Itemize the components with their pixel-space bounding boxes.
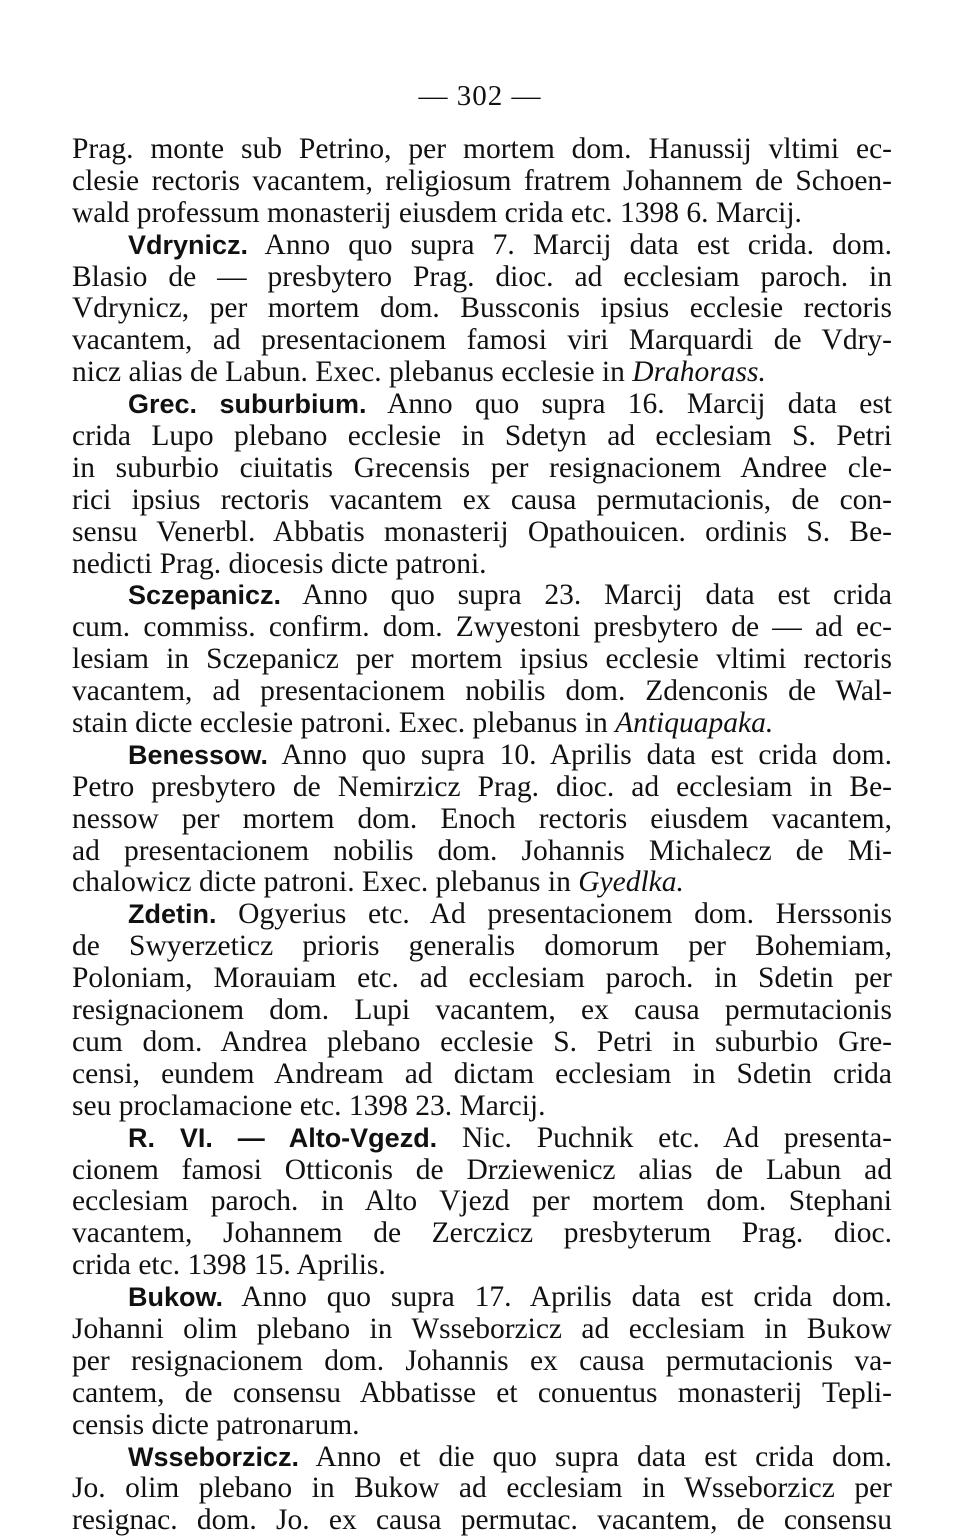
text-line bbox=[72, 1473, 892, 1505]
text-line bbox=[72, 708, 892, 740]
line-text: crida etc. 1398 15. Aprilis. bbox=[72, 1249, 386, 1282]
line-text: vacantem, Johannem de Zerczicz presbyterum Prag. dioc. bbox=[72, 1217, 892, 1250]
text-line bbox=[72, 230, 892, 262]
text-line bbox=[72, 1250, 892, 1282]
line-text: rici ipsius rectoris vacantem ex causa permutacionis, de con- bbox=[72, 483, 892, 516]
text-line bbox=[72, 612, 892, 644]
text-line bbox=[72, 1155, 892, 1187]
text-line bbox=[72, 262, 892, 294]
line-text: vacantem, ad presentacionem nobilis dom. Zdenconis de Wal- bbox=[72, 675, 892, 708]
text-line bbox=[72, 1282, 892, 1314]
text-line bbox=[72, 453, 892, 485]
text-line bbox=[72, 867, 892, 899]
line-text: nessow per mortem dom. Enoch rectoris eiusdem vacantem, bbox=[72, 802, 892, 835]
line-text: Prag. monte sub Petrino, per mortem dom. Hanussij vltimi ec- bbox=[72, 133, 892, 165]
line-text: ecclesiam paroch. in Alto Vjezd per mortem dom. Stephani bbox=[72, 1185, 892, 1218]
text-line bbox=[72, 1346, 892, 1378]
line-text: per resignacionem dom. Johannis ex causa permutacionis va- bbox=[72, 1344, 892, 1377]
line-text: stain dicte ecclesie patroni. Exec. plebanus in bbox=[72, 707, 616, 740]
text-line bbox=[72, 1186, 892, 1218]
text-line bbox=[72, 549, 892, 581]
line-text: Johanni olim plebano in Wsseborzicz ad ecclesiam in Bukow bbox=[72, 1312, 892, 1345]
line-text: in suburbio ciuitatis Grecensis per resignacionem Andree cle- bbox=[72, 451, 892, 484]
text-line bbox=[72, 1059, 892, 1091]
text-line bbox=[72, 804, 892, 836]
text-line bbox=[72, 1442, 892, 1474]
line-text: cionem famosi Otticonis de Drziewenicz alias de Labun ad bbox=[72, 1153, 892, 1186]
entry-paragraph bbox=[72, 1123, 892, 1282]
text-line bbox=[72, 134, 892, 166]
entry-headword: Vdrynicz. bbox=[128, 229, 249, 260]
entry-headword: Sczepanicz. bbox=[128, 580, 282, 611]
entry-headword: R. VI. — Alto-Vgezd. bbox=[128, 1122, 438, 1153]
entry-paragraph bbox=[72, 740, 892, 899]
line-text: ad presentacionem nobilis dom. Johannis Michalecz de Mi- bbox=[72, 834, 892, 867]
italic-place-name: Antiquapaka. bbox=[615, 707, 774, 740]
line-text: censi, eundem Andream ad dictam ecclesiam in Sdetin crida bbox=[72, 1057, 892, 1090]
italic-place-name: Drahorass. bbox=[632, 356, 766, 389]
line-text: seu proclamacione etc. 1398 23. Marcij. bbox=[72, 1089, 546, 1122]
line-text: cum dom. Andrea plebano ecclesie S. Petri in suburbio Gre- bbox=[72, 1025, 892, 1058]
line-text: Ogyerius etc. Ad presentacionem dom. Herssonis bbox=[216, 898, 892, 931]
line-text: Anno quo supra 23. Marcij data est crida bbox=[281, 579, 892, 612]
text-line bbox=[72, 995, 892, 1027]
body-text bbox=[72, 134, 892, 1537]
line-text: resignacionem dom. Lupi vacantem, ex causa permutacionis bbox=[72, 994, 892, 1027]
text-line bbox=[72, 293, 892, 325]
line-text: Blasio de — presbytero Prag. dioc. ad ecclesiam paroch. in bbox=[72, 260, 892, 293]
line-text: cantem, de consensu Abbatisse et conuentus monasterij Tepli- bbox=[72, 1376, 892, 1409]
line-text: de Swyerzeticz prioris generalis domorum per Bohemiam, bbox=[72, 930, 892, 963]
line-text: lesiam in Sczepanicz per mortem ipsius ecclesie vltimi rectoris bbox=[72, 643, 892, 676]
text-line bbox=[72, 1027, 892, 1059]
text-line bbox=[72, 1378, 892, 1410]
line-text: vacantem, ad presentacionem famosi viri Marquardi de Vdry- bbox=[72, 324, 892, 357]
text-line bbox=[72, 1314, 892, 1346]
text-line bbox=[72, 772, 892, 804]
line-text: Anno quo supra 7. Marcij data est crida. dom. bbox=[248, 228, 892, 261]
entry-paragraph bbox=[72, 580, 892, 739]
line-text: nicz alias de Labun. Exec. plebanus ecclesie in bbox=[72, 356, 633, 389]
line-text: Nic. Puchnik etc. Ad presenta- bbox=[437, 1121, 892, 1154]
text-line bbox=[72, 740, 892, 772]
line-text: censis dicte patronarum. bbox=[72, 1408, 360, 1441]
entry-headword: Benessow. bbox=[128, 739, 269, 770]
line-text: Anno et die quo supra data est crida dom. bbox=[299, 1440, 892, 1473]
line-text: Anno quo supra 10. Aprilis data est crida dom. bbox=[268, 738, 892, 771]
entry-paragraph bbox=[72, 1442, 892, 1537]
entry-paragraph bbox=[72, 389, 892, 580]
text-line bbox=[72, 676, 892, 708]
line-text: Poloniam, Morauiam etc. ad ecclesiam paroch. in Sdetin per bbox=[72, 962, 892, 995]
line-text: resignac. dom. Jo. ex causa permutac. vacantem, de consensu bbox=[72, 1504, 892, 1537]
line-text: Petro presbytero de Nemirzicz Prag. dioc. ad ecclesiam in Be- bbox=[72, 770, 892, 803]
text-line bbox=[72, 485, 892, 517]
text-line bbox=[72, 325, 892, 357]
text-line bbox=[72, 1091, 892, 1123]
text-line bbox=[72, 836, 892, 868]
line-text: clesie rectoris vacantem, religiosum fratrem Johannem de Schoen- bbox=[72, 164, 892, 197]
text-line bbox=[72, 580, 892, 612]
text-line bbox=[72, 931, 892, 963]
text-line bbox=[72, 198, 892, 230]
entry-paragraph bbox=[72, 1282, 892, 1441]
line-text: wald professum monasterij eiusdem crida etc. 1398 6. Marcij. bbox=[72, 196, 802, 229]
text-line bbox=[72, 389, 892, 421]
line-text: Vdrynicz, per mortem dom. Bussconis ipsius ecclesie rectoris bbox=[72, 292, 892, 325]
entry-paragraph bbox=[72, 230, 892, 389]
text-line bbox=[72, 421, 892, 453]
line-text: cum. commiss. confirm. dom. Zwyestoni presbytero de — ad ec- bbox=[72, 611, 892, 644]
text-line bbox=[72, 517, 892, 549]
line-text: Jo. olim plebano in Bukow ad ecclesiam in Wsseborzicz per bbox=[72, 1472, 892, 1505]
line-text: sensu Venerbl. Abbatis monasterij Opathouicen. ordinis S. Be- bbox=[72, 515, 892, 548]
text-line bbox=[72, 1410, 892, 1442]
text-line bbox=[72, 644, 892, 676]
text-line bbox=[72, 1218, 892, 1250]
line-text: nedicti Prag. diocesis dicte patroni. bbox=[72, 547, 487, 580]
line-text: chalowicz dicte patroni. Exec. plebanus in bbox=[72, 866, 579, 899]
text-line bbox=[72, 1505, 892, 1537]
italic-place-name: Gyedlka. bbox=[578, 866, 684, 899]
text-line bbox=[72, 1123, 892, 1155]
line-text: Anno quo supra 17. Aprilis data est crida dom. bbox=[223, 1281, 892, 1314]
entry-headword: Grec. suburbium. bbox=[128, 389, 367, 420]
entry-paragraph bbox=[72, 134, 892, 230]
entry-headword: Wsseborzicz. bbox=[128, 1441, 300, 1472]
text-line bbox=[72, 899, 892, 931]
entry-headword: Bukow. bbox=[128, 1282, 224, 1313]
page-number-header: — 302 — bbox=[418, 80, 542, 112]
text-line bbox=[72, 357, 892, 389]
text-line bbox=[72, 963, 892, 995]
line-text: Anno quo supra 16. Marcij data est bbox=[366, 388, 892, 421]
entry-headword: Zdetin. bbox=[128, 899, 217, 930]
line-text: crida Lupo plebano ecclesie in Sdetyn ad ecclesiam S. Petri bbox=[72, 420, 892, 453]
text-line bbox=[72, 166, 892, 198]
entry-paragraph bbox=[72, 899, 892, 1122]
